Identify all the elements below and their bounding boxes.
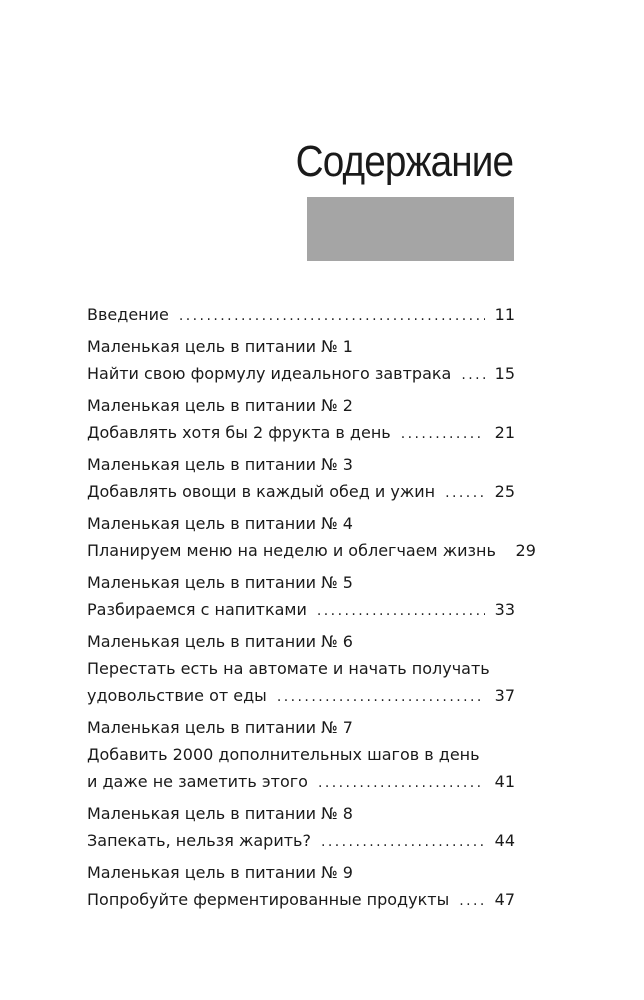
toc-entry[interactable] bbox=[87, 451, 515, 505]
toc-line-text: Маленькая цель в питании № 2 bbox=[87, 396, 353, 415]
dot-leader bbox=[318, 770, 485, 797]
toc-entry-title: Разбираемся с напитками bbox=[87, 600, 307, 619]
toc-entry-last-line bbox=[87, 886, 515, 913]
toc-page-number: 37 bbox=[494, 686, 515, 705]
toc-line-text: Маленькая цель в питании № 4 bbox=[87, 514, 353, 533]
toc-entry-title: Попробуйте ферментированные продукты bbox=[87, 890, 450, 909]
toc-line-text: Перестать есть на автомате и начать получать bbox=[87, 659, 490, 678]
dot-leader bbox=[317, 598, 485, 625]
toc-entry-last-line bbox=[87, 478, 515, 505]
toc-page-number: 44 bbox=[494, 831, 515, 850]
toc-entry-heading bbox=[87, 569, 515, 596]
toc-line-text: Маленькая цель в питании № 5 bbox=[87, 573, 353, 592]
toc-entry-last-line bbox=[87, 827, 515, 854]
toc-page-number: 47 bbox=[494, 890, 515, 909]
toc-line-text: Маленькая цель в питании № 3 bbox=[87, 455, 353, 474]
toc-page-number: 25 bbox=[494, 482, 515, 501]
toc-entry[interactable] bbox=[87, 569, 515, 623]
toc-entry-last-line bbox=[87, 768, 515, 795]
toc-entry-heading bbox=[87, 451, 515, 478]
toc-entry-heading bbox=[87, 628, 515, 655]
toc-entry-heading bbox=[87, 333, 515, 360]
toc-page-number: 33 bbox=[494, 600, 515, 619]
title-decoration-bar bbox=[307, 197, 514, 261]
toc-entry-last-line bbox=[87, 537, 536, 564]
toc-line-text: Маленькая цель в питании № 6 bbox=[87, 632, 353, 651]
toc-page-number: 29 bbox=[515, 541, 536, 560]
toc-entry-heading bbox=[87, 510, 515, 537]
toc-page-number: 15 bbox=[494, 364, 515, 383]
toc-entry[interactable] bbox=[87, 333, 515, 387]
toc-line-text: Маленькая цель в питании № 1 bbox=[87, 337, 353, 356]
toc-entry-title: Введение bbox=[87, 305, 169, 324]
dot-leader bbox=[459, 888, 485, 915]
toc-entry[interactable] bbox=[87, 301, 515, 328]
toc-entry[interactable] bbox=[87, 628, 515, 709]
toc-entry-last-line bbox=[87, 301, 515, 328]
toc-entry-title: удовольствие от еды bbox=[87, 686, 267, 705]
dot-leader bbox=[179, 303, 485, 330]
toc-entry-heading bbox=[87, 392, 515, 419]
toc-entry-text bbox=[87, 741, 515, 768]
toc-page-number: 21 bbox=[494, 423, 515, 442]
toc-entry-title: и даже не заметить этого bbox=[87, 772, 308, 791]
toc-entry-title: Найти свою формулу идеального завтрака bbox=[87, 364, 452, 383]
toc-entry-text bbox=[87, 655, 515, 682]
dot-leader bbox=[321, 829, 485, 856]
toc-entry-title: Добавлять хотя бы 2 фрукта в день bbox=[87, 423, 391, 442]
toc-entry-heading bbox=[87, 800, 515, 827]
dot-leader bbox=[277, 684, 485, 711]
toc-page-number: 41 bbox=[494, 772, 515, 791]
page-title: Содержание bbox=[295, 137, 513, 186]
toc-entry-heading bbox=[87, 714, 515, 741]
toc-line-text: Маленькая цель в питании № 9 bbox=[87, 863, 353, 882]
toc-entry-last-line bbox=[87, 682, 515, 709]
toc-entry-last-line bbox=[87, 360, 515, 387]
toc-entry-title: Добавлять овощи в каждый обед и ужин bbox=[87, 482, 436, 501]
toc-entry-last-line bbox=[87, 596, 515, 623]
toc-entry[interactable] bbox=[87, 510, 536, 564]
toc-page-number: 11 bbox=[494, 305, 515, 324]
toc-entry-title: Запекать, нельзя жарить? bbox=[87, 831, 311, 850]
toc-entry-heading bbox=[87, 859, 515, 886]
toc-entry[interactable] bbox=[87, 392, 515, 446]
toc-entry[interactable] bbox=[87, 800, 515, 854]
table-of-contents bbox=[87, 301, 536, 918]
dot-leader bbox=[401, 421, 485, 448]
toc-entry-last-line bbox=[87, 419, 515, 446]
toc-entry[interactable] bbox=[87, 714, 515, 795]
toc-entry[interactable] bbox=[87, 859, 515, 913]
dot-leader bbox=[461, 362, 485, 389]
toc-entry-title: Планируем меню на неделю и облегчаем жизнь bbox=[87, 541, 496, 560]
toc-line-text: Добавить 2000 дополнительных шагов в день bbox=[87, 745, 480, 764]
dot-leader bbox=[445, 480, 485, 507]
toc-line-text: Маленькая цель в питании № 7 bbox=[87, 718, 353, 737]
toc-line-text: Маленькая цель в питании № 8 bbox=[87, 804, 353, 823]
